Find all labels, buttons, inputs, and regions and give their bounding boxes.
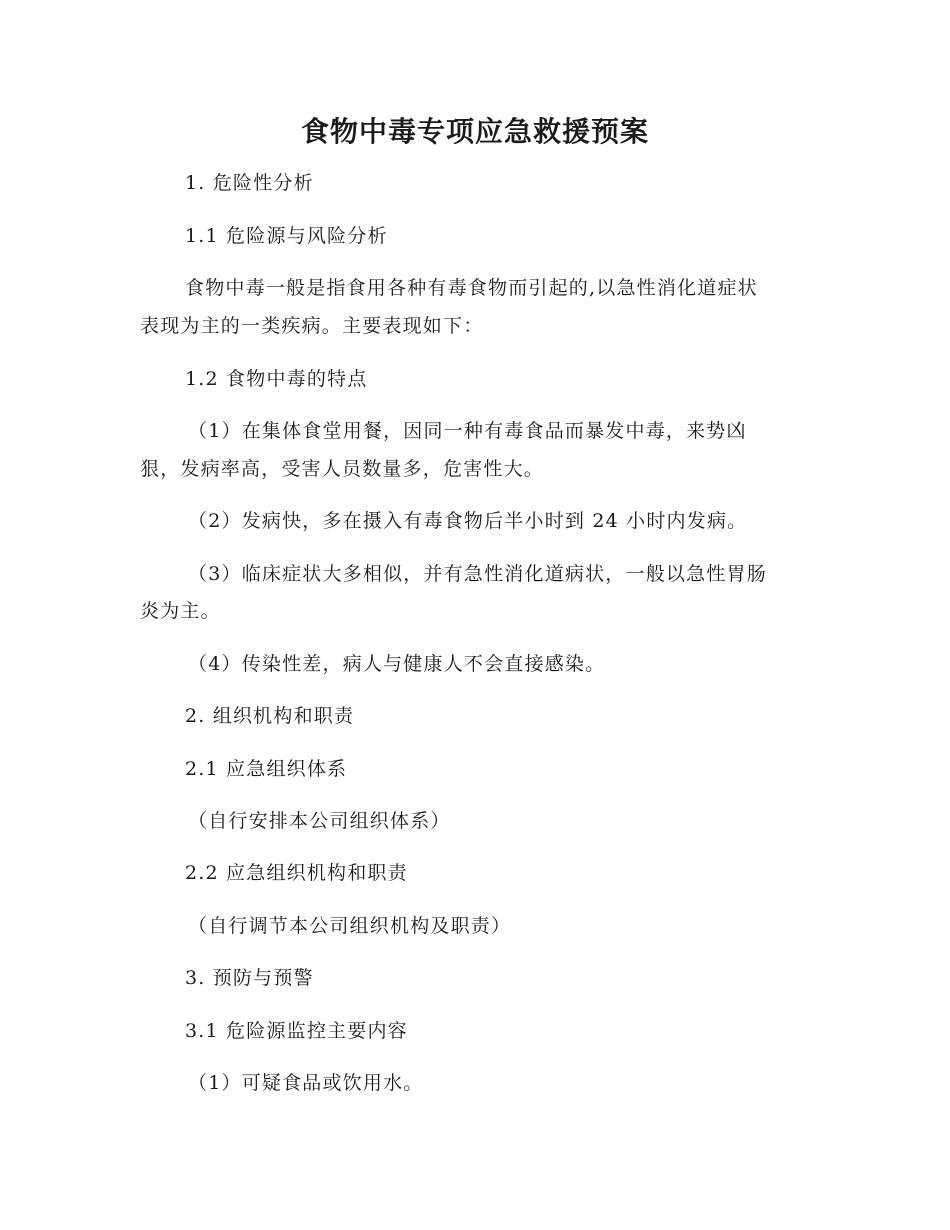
list-item-line: 狠，发病率高，受害人员数量多，危害性大。 <box>140 458 545 480</box>
paragraph-line: 食物中毒一般是指食用各种有毒食物而引起的,以急性消化道症状 <box>185 277 758 299</box>
list-item-line: （4）传染性差，病人与健康人不会直接感染。 <box>188 653 606 675</box>
paragraph-line: 表现为主的一类疾病。主要表现如下： <box>140 315 484 337</box>
heading-3-1: 3.1 危险源监控主要内容 <box>185 1020 408 1042</box>
paragraph-line: （自行安排本公司组织体系） <box>188 810 451 832</box>
document-title: 食物中毒专项应急救援预案 <box>300 115 649 148</box>
heading-2-2: 2.2 应急组织机构和职责 <box>185 862 408 884</box>
list-item-line: （2）发病快，多在摄入有毒食物后半小时到 24 小时内发病。 <box>188 510 748 532</box>
heading-1-2: 1.2 食物中毒的特点 <box>185 368 368 390</box>
heading-2-1: 2.1 应急组织体系 <box>185 758 348 780</box>
heading-2: 2. 组织机构和职责 <box>185 705 355 727</box>
list-item-line: （1）在集体食堂用餐，因同一种有毒食品而暴发中毒，来势凶 <box>188 420 747 442</box>
list-item-line: （3）临床症状大多相似，并有急性消化道病状，一般以急性胃肠 <box>188 563 767 585</box>
list-item-line: 炎为主。 <box>140 600 221 622</box>
heading-3: 3. 预防与预警 <box>185 967 314 989</box>
paragraph-line: （自行调节本公司组织机构及职责） <box>188 915 512 937</box>
list-item-line: （1）可疑食品或饮用水。 <box>188 1072 424 1094</box>
heading-1: 1. 危险性分析 <box>185 172 314 194</box>
heading-1-1: 1.1 危险源与风险分析 <box>185 225 388 247</box>
